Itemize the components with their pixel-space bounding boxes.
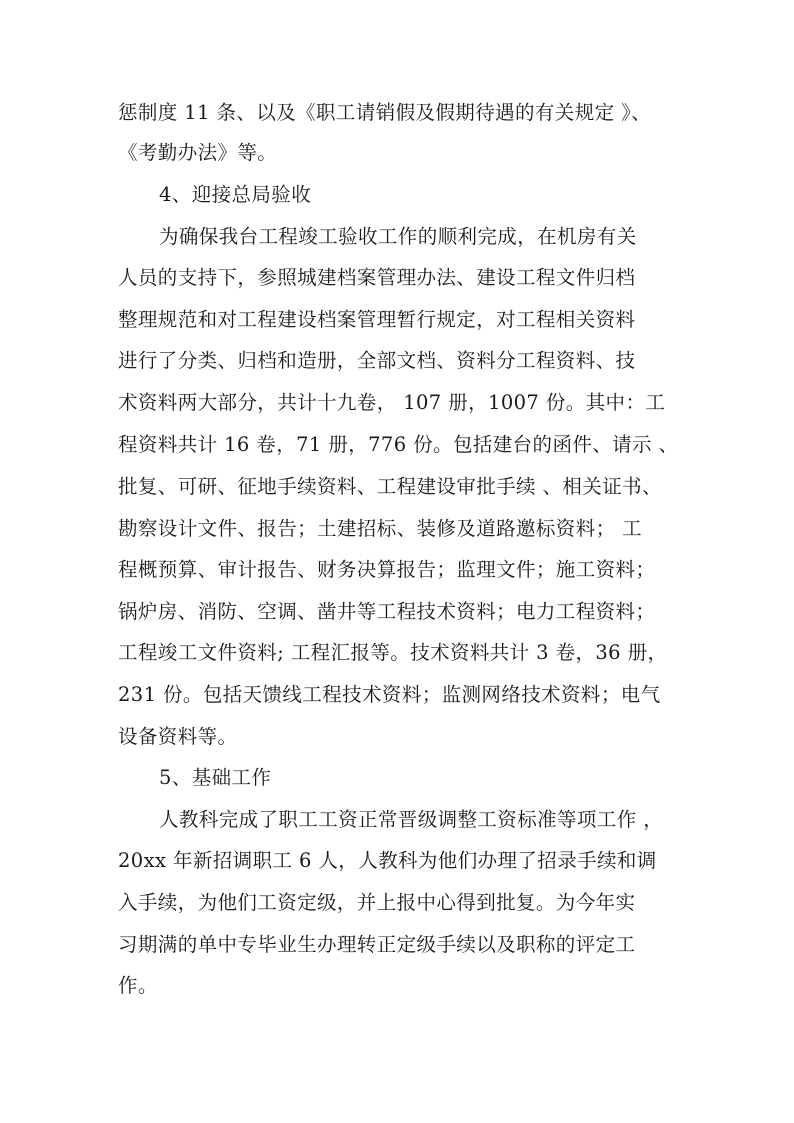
body-text-line: 设备资料等。 bbox=[118, 725, 238, 748]
section-heading-5: 5、基础工作 bbox=[159, 766, 272, 789]
body-text-line: 入手续，为他们工资定级，并上报中心得到批复。为今年实 bbox=[118, 891, 636, 914]
body-text-line: 进行了分类、归档和造册，全部文档、资料分工程资料、技 bbox=[118, 349, 636, 372]
body-text-line: 人教科完成了职工工资正常晋级调整工资标准等项工作 ， bbox=[159, 808, 664, 831]
body-text-line: 作。 bbox=[118, 974, 158, 997]
body-text-line: 惩制度 11 条、以及《职工请销假及假期待遇的有关规定 》、 bbox=[118, 101, 652, 124]
body-text-line: 习期满的单中专毕业生办理转正定级手续以及职称的评定工 bbox=[118, 933, 636, 956]
body-text-line: 勘察设计文件、报告；土建招标、装修及道路邀标资料； 工 bbox=[118, 517, 642, 540]
body-text-line: 人员的支持下，参照城建档案管理办法、建设工程文件归档 bbox=[118, 266, 636, 289]
body-text-line: 20xx 年新招调职工 6 人，人教科为他们办理了招录手续和调 bbox=[118, 849, 657, 872]
body-text-line: 整理规范和对工程建设档案管理暂行规定，对工程相关资料 bbox=[118, 308, 636, 331]
body-text-line: 程概预算、审计报告、财务决算报告；监理文件；施工资料； bbox=[118, 558, 656, 581]
body-text-line: 231 份。包括天馈线工程技术资料；监测网络技术资料；电气 bbox=[118, 683, 661, 706]
body-text-line: 工程竣工文件资料; 工程汇报等。技术资料共计 3 卷，36 册， bbox=[118, 641, 668, 664]
body-text-line: 批复、可研、征地手续资料、工程建设审批手续 、相关证书、 bbox=[118, 475, 662, 498]
body-text-line: 为确保我台工程竣工验收工作的顺利完成，在机房有关 bbox=[159, 225, 637, 248]
section-heading-4: 4、迎接总局验收 bbox=[159, 183, 312, 206]
body-text-line: 锅炉房、消防、空调、凿井等工程技术资料；电力工程资料； bbox=[118, 600, 656, 623]
body-text-line: 程资料共计 16 卷，71 册，776 份。包括建台的函件、请示 、 bbox=[118, 433, 679, 456]
body-text-line: 术资料两大部分，共计十九卷， 107 册，1007 份。其中：工 bbox=[118, 391, 666, 414]
body-text-line: 《考勤办法》等。 bbox=[118, 141, 278, 164]
